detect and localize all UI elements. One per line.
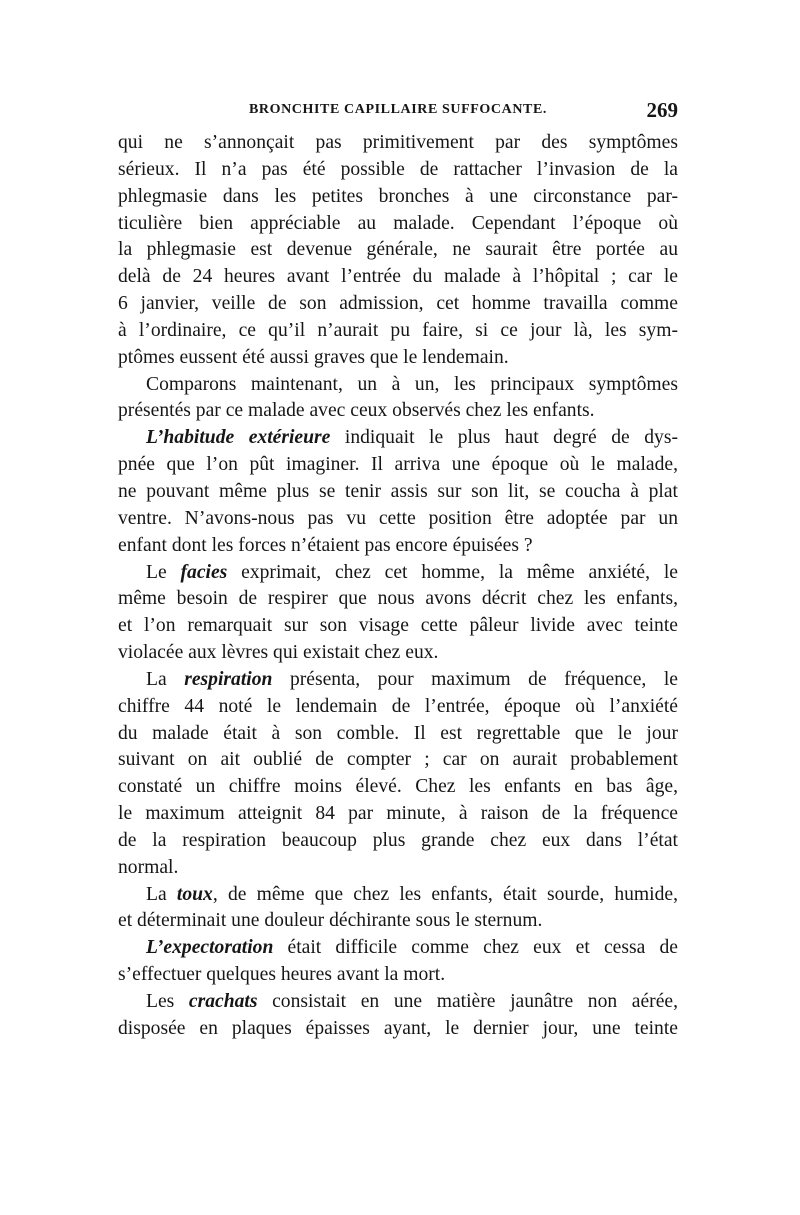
text-line xyxy=(118,640,678,667)
text-run: La xyxy=(146,668,185,690)
text-run: le maximum atteignit 84 par minute, à raison de la fréquence xyxy=(118,803,678,825)
text-run: sérieux. Il n’a pas été possible de rattacher l’invasion de la xyxy=(118,158,678,180)
text-line xyxy=(118,667,678,694)
italic-term: toux xyxy=(176,883,213,905)
text-run: ticulière bien appréciable au malade. Cependant l’époque où xyxy=(118,212,678,234)
text-run: pnée que l’on pût imaginer. Il arriva une époque où le malade, xyxy=(118,454,678,476)
text-run: La xyxy=(146,883,177,905)
text-run: disposée en plaques épaisses ayant, le dernier jour, une teinte xyxy=(118,1017,678,1039)
text-run: du malade était à son comble. Il est regrettable que le jour xyxy=(118,722,678,744)
text-line xyxy=(118,855,678,882)
text-line xyxy=(118,882,678,909)
text-line xyxy=(118,774,678,801)
running-title: BRONCHITE CAPILLAIRE SUFFOCANTE. xyxy=(248,102,548,117)
text-line xyxy=(118,828,678,855)
text-line xyxy=(118,264,678,291)
text-run: Les xyxy=(146,991,189,1012)
text-line xyxy=(118,560,678,587)
text-run: normal. xyxy=(118,856,179,878)
text-line xyxy=(118,908,678,935)
text-run: Comparons maintenant, un à un, les principaux symptômes xyxy=(146,373,678,395)
text-line xyxy=(118,506,678,533)
text-run: chiffre 44 noté le lendemain de l’entrée, époque où l’anxiété xyxy=(118,695,678,717)
italic-term: facies xyxy=(180,561,228,583)
text-line xyxy=(118,345,678,372)
text-line xyxy=(118,237,678,264)
text-run: ptômes eussent été aussi graves que le lendemain. xyxy=(118,346,509,368)
running-head xyxy=(118,98,678,122)
text-run: ventre. N’avons-nous pas vu cette position être adoptée par un xyxy=(118,507,678,529)
text-line xyxy=(118,479,678,506)
text-line xyxy=(118,291,678,318)
text-run: Le xyxy=(146,561,181,583)
text-line xyxy=(118,694,678,721)
text-line xyxy=(118,372,678,399)
text-run: , de même que chez les enfants, était sourde, humide, xyxy=(212,883,678,905)
text-run: à l’ordinaire, ce qu’il n’aurait pu faire, si ce jour là, les sym- xyxy=(118,319,678,341)
text-run: violacée aux lèvres qui existait chez eux. xyxy=(118,642,439,664)
text-run: delà de 24 heures avant l’entrée du malade à l’hôpital ; car le xyxy=(118,266,678,288)
text-line xyxy=(118,157,678,184)
text-line xyxy=(118,533,678,560)
page-number: 269 xyxy=(646,98,678,122)
text-run: même besoin de respirer que nous avons décrit chez les enfants, xyxy=(118,588,678,610)
text-line xyxy=(118,452,678,479)
italic-term: L’expectoration xyxy=(146,937,274,959)
text-line xyxy=(118,989,678,1016)
text-line xyxy=(118,184,678,211)
text-run: 6 janvier, veille de son admission, cet homme travailla comme xyxy=(118,293,678,315)
text-run: indiquait le plus haut degré de dys- xyxy=(330,427,678,449)
text-line xyxy=(118,962,678,989)
text-line xyxy=(118,211,678,238)
text-line xyxy=(118,1016,678,1043)
text-line xyxy=(118,801,678,828)
text-line xyxy=(118,318,678,345)
text-line xyxy=(118,398,678,425)
text-run: exprimait, chez cet homme, la même anxiété, le xyxy=(227,561,678,583)
text-run: s’effectuer quelques heures avant la mort. xyxy=(118,964,446,986)
text-run: présenta, pour maximum de fréquence, le xyxy=(272,668,678,690)
text-line xyxy=(118,613,678,640)
italic-term: crachats xyxy=(188,991,258,1012)
body-text xyxy=(118,130,678,1043)
text-run: présentés par ce malade avec ceux observés chez les enfants. xyxy=(118,400,595,422)
text-run: qui ne s’annonçait pas primitivement par des symptômes xyxy=(118,132,678,153)
text-run: suivant on ait oublié de compter ; car on aurait probablement xyxy=(118,749,678,771)
text-run: phlegmasie dans les petites bronches à une circonstance par- xyxy=(118,185,678,207)
text-run: était difficile comme chez eux et cessa de xyxy=(273,937,678,959)
text-line xyxy=(118,130,678,157)
text-line xyxy=(118,747,678,774)
text-run: ne pouvant même plus se tenir assis sur son lit, se coucha à plat xyxy=(118,480,678,502)
text-run: de la respiration beaucoup plus grande chez eux dans l’état xyxy=(118,829,678,851)
text-run: enfant dont les forces n’étaient pas encore épuisées ? xyxy=(118,534,533,556)
text-line xyxy=(118,586,678,613)
text-run: et l’on remarquait sur son visage cette pâleur livide avec teinte xyxy=(118,615,678,637)
text-run: la phlegmasie est devenue générale, ne saurait être portée au xyxy=(118,239,678,261)
italic-term: L’habitude extérieure xyxy=(146,427,331,449)
text-run: constaté un chiffre moins élevé. Chez les enfants en bas âge, xyxy=(118,776,678,798)
italic-term: respiration xyxy=(184,668,273,690)
text-line xyxy=(118,425,678,452)
text-line xyxy=(118,935,678,962)
text-run: consistait en une matière jaunâtre non aérée, xyxy=(257,991,678,1012)
text-run: et déterminait une douleur déchirante sous le sternum. xyxy=(118,910,543,932)
text-line xyxy=(118,721,678,748)
